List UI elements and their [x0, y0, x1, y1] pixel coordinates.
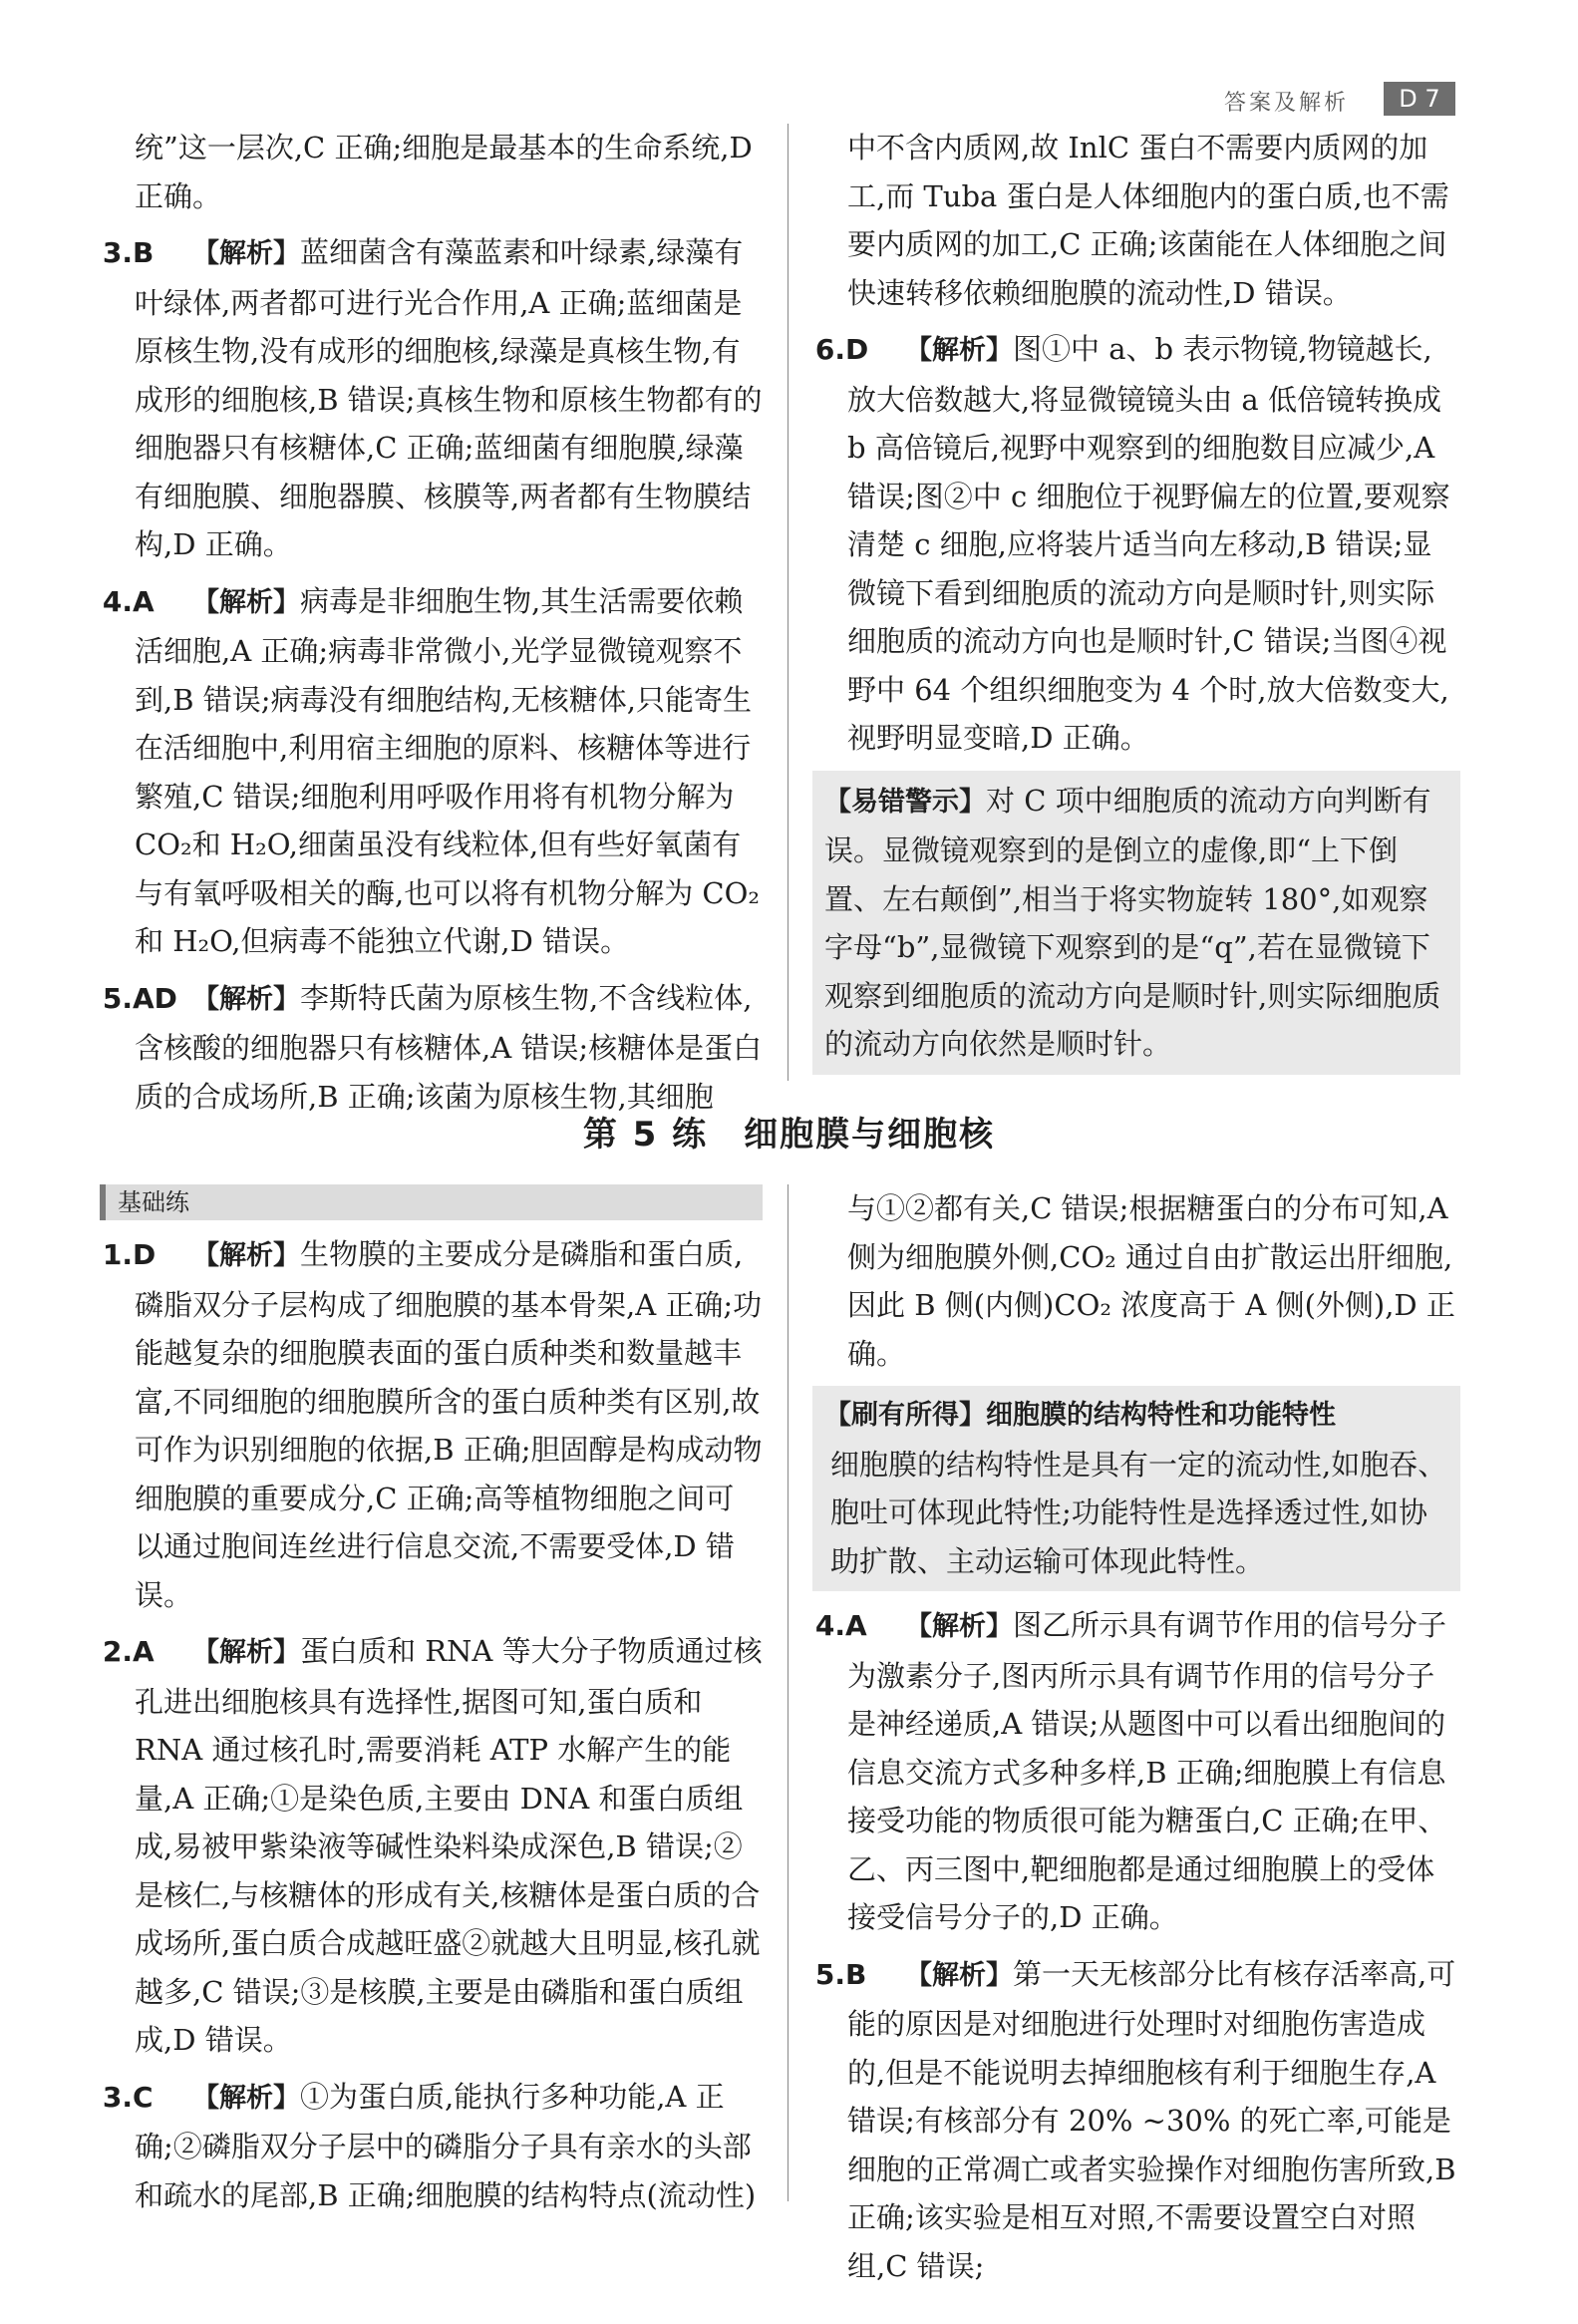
- question-number: 3.: [102, 236, 133, 269]
- answer-letter: D: [845, 333, 869, 366]
- question-number: 5.: [814, 1957, 845, 1991]
- answer-letter: A: [845, 1609, 867, 1642]
- analysis-text: 第一天无核部分比有核存活率高,可能的原因是对细胞进行处理时对细胞伤害造成的,但是不能说明去掉细胞核有利于细胞生存,A 错误;有核部分有 20% ~30% 的死亡率,可能是细胞的正常凋亡或者实验操作对细胞伤害所致,B 正确;该实验是相互对照,不需要设置空白对照组,C 错误;: [847, 1956, 1456, 2283]
- analysis-tag: 【解析】: [192, 1240, 300, 1271]
- answer-item-3: [100, 228, 763, 569]
- question-number: 3.: [102, 2080, 133, 2114]
- analysis-tag: 【解析】: [905, 1959, 1013, 1991]
- question-number: 5.: [102, 981, 133, 1015]
- analysis-text: 病毒是非细胞生物,其生活需要依赖活细胞,A 正确;病毒非常微小,光学显微镜观察不到,B 错误;病毒没有细胞结构,无核糖体,只能寄生在活细胞中,利用宿主细胞的原料、核糖体等进行繁殖,C 错误;细胞利用呼吸作用将有机物分解为 CO₂和 H₂O,细菌虽没有线粒体,但有些好氧菌有与有氧呼吸相关的酶,也可以将有机物分解为 CO₂和 H₂O,但病毒不能独立代谢,D 错误。: [135, 583, 761, 958]
- answer-letter: A: [133, 584, 155, 618]
- page-number: D 7: [1384, 82, 1455, 116]
- continued-text: [100, 124, 763, 220]
- bottom-left-column: [100, 1184, 763, 2227]
- top-left-column: [100, 124, 763, 1129]
- answer-letter: D: [133, 1238, 157, 1271]
- analysis-tag: 【解析】: [192, 586, 300, 618]
- answer-item-6: [812, 325, 1460, 763]
- bottom-right-column: [812, 1184, 1460, 2298]
- warning-text: 对 C 项中细胞质的流动方向判断有误。显微镜观察到的是倒立的虚像,即“上下倒置、左右颠倒”,相当于将实物旋转 180°,如观察字母“b”,显微镜下观察到的是“q”,若在显微镜下观察到细胞质的流动方向是顺时针,则实际细胞质的流动方向依然是顺时针。: [824, 783, 1441, 1061]
- question-number: 2.: [102, 1635, 133, 1668]
- answer-item-4: [100, 577, 763, 966]
- answer-item-2: [100, 1627, 763, 2065]
- analysis-text: 图①中 a、b 表示物镜,物镜越长,放大倍数越大,将显微镜镜头由 a 低倍镜转换成 b 高倍镜后,视野中观察到的细胞数目应减少,A 错误;图②中 c 细胞位于视野偏左的位置,要观察清楚 c 细胞,应将装片适当向左移动,B 错误;显微镜下看到细胞质的流动方向是顺时针,则实际细胞质的流动方向也是顺时针,C 错误;当图④视野中 64 个组织细胞变为 4 个时,放大倍数变大,视野明显变暗,D 正确。: [847, 332, 1450, 755]
- analysis-text: 图乙所示具有调节作用的信号分子为激素分子,图丙所示具有调节作用的信号分子是神经递质,A 错误;从题图中可以看出细胞间的信息交流方式多种多样,B 正确;细胞膜上有信息接受功能的物质很可能为糖蛋白,C 正确;在甲、乙、丙三图中,靶细胞都是通过细胞膜上的受体接受信号分子的,D 正确。: [847, 1608, 1447, 1934]
- analysis-tag: 【解析】: [905, 1611, 1013, 1642]
- analysis-text: 蛋白质和 RNA 等大分子物质通过核孔进出细胞核具有选择性,据图可知,蛋白质和 RNA 通过核孔时,需要消耗 ATP 水解产生的能量,A 正确;①是染色质,主要由 DNA 和蛋白质组成,易被甲紫染液等碱性染料染成深色,B 错误;②是核仁,与核糖体的形成有关,核糖体是蛋白质的合成场所,蛋白质合成越旺盛②就越大且明显,核孔就越多,C 错误;③是核膜,主要是由磷脂和蛋白质组成,D 错误。: [135, 1634, 763, 2057]
- analysis-tag: 【解析】: [192, 2082, 300, 2114]
- warning-title: 【易错警示】: [824, 786, 986, 818]
- error-warning-box: [812, 771, 1460, 1075]
- continued-line: 统”这一层次,C 正确;细胞是最基本的生命系统,D: [135, 131, 753, 165]
- basic-practice-label: 基础练: [100, 1184, 763, 1220]
- analysis-text: 生物膜的主要成分是磷脂和蛋白质,磷脂双分子层构成了细胞膜的基本骨架,A 正确;功能越复杂的细胞膜表面的蛋白质种类和数量越丰富,不同细胞的细胞膜所含的蛋白质种类有区别,故可作为识别细胞的依据,B 正确;胆固醇是构成动物细胞膜的重要成分,C 正确;高等植物细胞之间可以通过胞间连丝进行信息交流,不需要受体,D 错误。: [135, 1237, 763, 1612]
- analysis-text: ①为蛋白质,能执行多种功能,A 正确;②磷脂双分子层中的磷脂分子具有亲水的头部和疏水的尾部,B 正确;细胞膜的结构特点(流动性): [135, 2079, 757, 2212]
- header-label: 答案及解析: [1224, 91, 1350, 116]
- answer-item-5: [812, 1950, 1460, 2291]
- continued-text: 与①②都有关,C 错误;根据糖蛋白的分布可知,A 侧为细胞膜外侧,CO₂ 通过自由扩散运出肝细胞,因此 B 侧(内侧)CO₂ 浓度高于 A 侧(外侧),D 正确。: [847, 1191, 1455, 1371]
- analysis-tag: 【解析】: [192, 983, 300, 1015]
- continued-text: 中不含内质网,故 InlC 蛋白不需要内质网的加工,而 Tuba 蛋白是人体细胞内的蛋白质,也不需要内质网的加工,C 正确;该菌能在人体细胞之间快速转移依赖细胞膜的流动性,D 错误。: [847, 131, 1449, 310]
- question-number: 6.: [814, 333, 845, 366]
- analysis-tag: 【解析】: [905, 335, 1013, 366]
- answer-letter: AD: [133, 981, 177, 1015]
- summary-text: 细胞膜的结构特性是具有一定的流动性,如胞吞、胞吐可体现此特性;功能特性是选择透过性,如协助扩散、主动运输可体现此特性。: [830, 1447, 1447, 1578]
- answer-item-1: [100, 1230, 763, 1619]
- summary-box: [812, 1386, 1460, 1591]
- answer-letter: B: [845, 1957, 867, 1991]
- question-number: 4.: [814, 1609, 845, 1642]
- column-divider: [788, 1184, 789, 2201]
- analysis-text: 蓝细菌含有藻蓝素和叶绿素,绿藻有叶绿体,两者都可进行光合作用,A 正确;蓝细菌是原核生物,没有成形的细胞核,绿藻是真核生物,有成形的细胞核,B 错误;真核生物和原核生物都有的细胞器只有核糖体,C 正确;蓝细菌有细胞膜,绿藻有细胞膜、细胞器膜、核膜等,两者都有生物膜结构,D 正确。: [135, 235, 763, 561]
- analysis-text: 李斯特氏菌为原核生物,不含线粒体,含核酸的细胞器只有核糖体,A 错误;核糖体是蛋白质的合成场所,B 正确;该菌为原核生物,其细胞: [135, 980, 763, 1114]
- column-divider: [788, 124, 789, 1081]
- continued-line: 正确。: [135, 178, 222, 213]
- answer-letter: C: [133, 2080, 154, 2114]
- answer-item-5: [100, 974, 763, 1122]
- analysis-tag: 【解析】: [192, 238, 300, 269]
- answer-letter: A: [133, 1635, 155, 1668]
- analysis-tag: 【解析】: [192, 1637, 300, 1668]
- answer-item-4: [812, 1601, 1460, 1942]
- question-number: 4.: [102, 584, 133, 618]
- summary-title: 【刷有所得】细胞膜的结构特性和功能特性: [824, 1400, 1336, 1431]
- question-number: 1.: [102, 1238, 133, 1271]
- answer-item-3: [100, 2073, 763, 2220]
- top-right-column: [812, 124, 1460, 1075]
- answer-letter: B: [133, 236, 155, 269]
- section-title: 第 5 练 细胞膜与细胞核: [582, 1115, 996, 1155]
